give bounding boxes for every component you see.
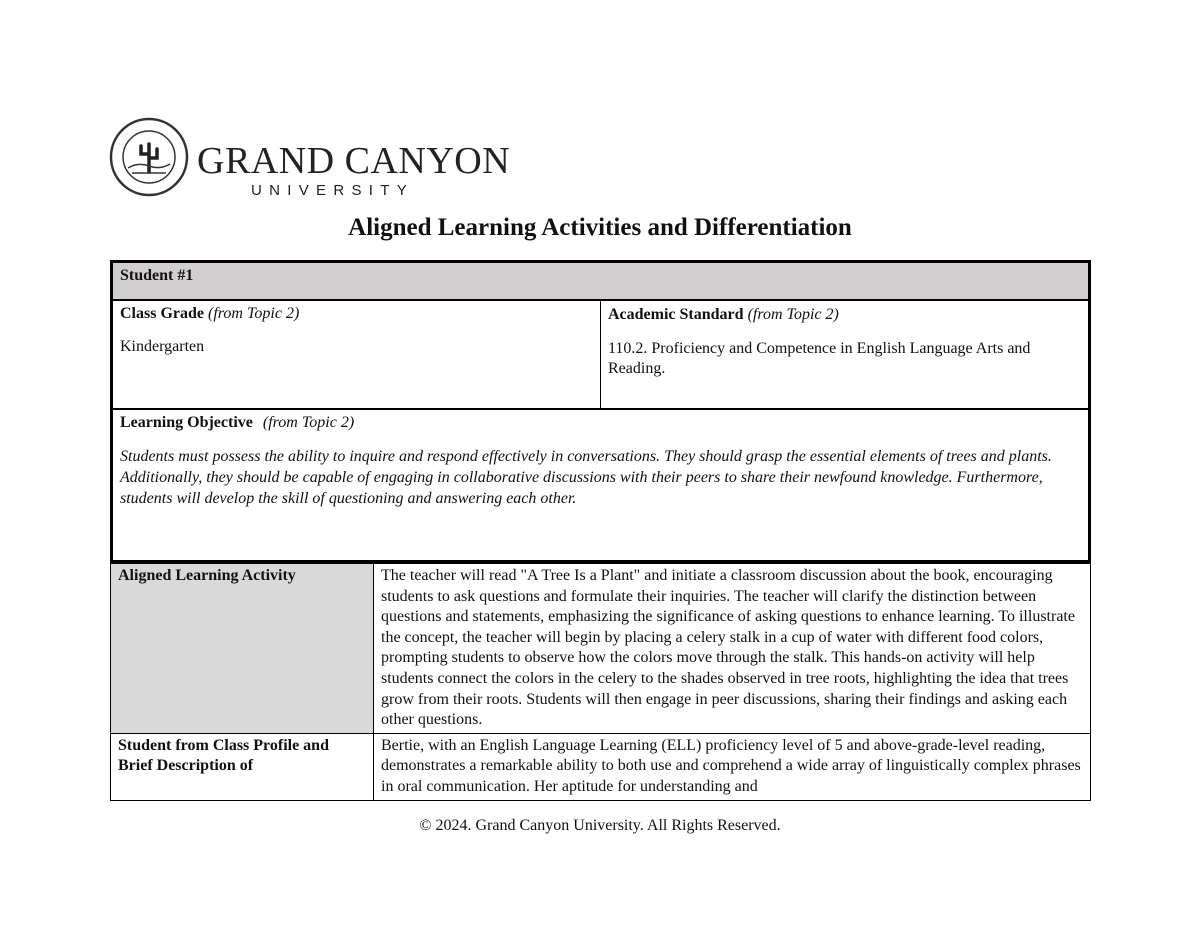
class-grade-cell xyxy=(113,301,601,408)
student-box xyxy=(110,260,1091,563)
student-profile-text: Bertie, with an English Language Learning (ELL) proficiency level of 5 and above-grade-level reading, demonstrates a remarkable ability to both use and comprehend a wide array of linguistically complex phrases in oral communication. Her aptitude for understanding and xyxy=(374,733,1091,800)
copyright-footer: © 2024. Grand Canyon University. All Rights Reserved. xyxy=(419,817,781,834)
grade-standard-row xyxy=(113,301,1088,410)
academic-standard-cell xyxy=(601,301,1088,408)
academic-standard-label: Academic Standard xyxy=(608,306,744,323)
class-grade-value: Kindergarten xyxy=(120,338,205,355)
learning-objective-source: (from Topic 2) xyxy=(262,414,355,431)
student-profile-label: Student from Class Profile and Brief Description of xyxy=(111,733,374,800)
university-logo xyxy=(108,116,511,202)
student-header: Student #1 xyxy=(113,263,1088,301)
academic-standard-value: 110.2. Proficiency and Competence in English Language Arts and Reading. xyxy=(608,340,1031,377)
page-title: Aligned Learning Activities and Differentiation xyxy=(348,214,852,241)
learning-objective-cell xyxy=(113,410,1088,560)
university-seal-icon xyxy=(108,116,190,198)
aligned-activity-text: The teacher will read "A Tree Is a Plant" and initiate a classroom discussion about the book, encouraging students to ask questions and formulate their inquiries. The teacher will clarify the distinction between questions and statements, emphasizing the significance of asking questions to enhance learning. To illustrate the concept, the teacher will begin by placing a celery stalk in a cup of water with different food colors, prompting students to observe how the colors move through the stalk. This hands-on activity will help students connect the colors in the celery to the shades observed in tree roots, highlighting the idea that trees grow from their roots. Students will then engage in peer discussions, sharing their findings and asking each other questions. xyxy=(374,564,1091,734)
logo-wordmark: GRAND CANYON xyxy=(197,140,511,182)
table-row xyxy=(111,564,1091,734)
learning-objective-text: Students must possess the ability to inquire and respond effectively in conversations. They should grasp the essential elements of trees and plants. Additionally, they should be capable of engaging in collaborative discussions with their peers to share their newfound knowledge. Furthermore, students will develop the skill of questioning and answering each other. xyxy=(120,448,1052,507)
table-row xyxy=(111,733,1091,800)
class-grade-label: Class Grade xyxy=(120,305,204,322)
class-grade-source: (from Topic 2) xyxy=(208,305,300,322)
aligned-activity-label: Aligned Learning Activity xyxy=(111,564,374,734)
learning-objective-label: Learning Objective xyxy=(120,414,253,431)
academic-standard-source: (from Topic 2) xyxy=(747,306,839,323)
logo-subtitle: UNIVERSITY xyxy=(251,182,415,199)
activity-grid xyxy=(110,563,1091,801)
activity-table xyxy=(110,260,1091,801)
